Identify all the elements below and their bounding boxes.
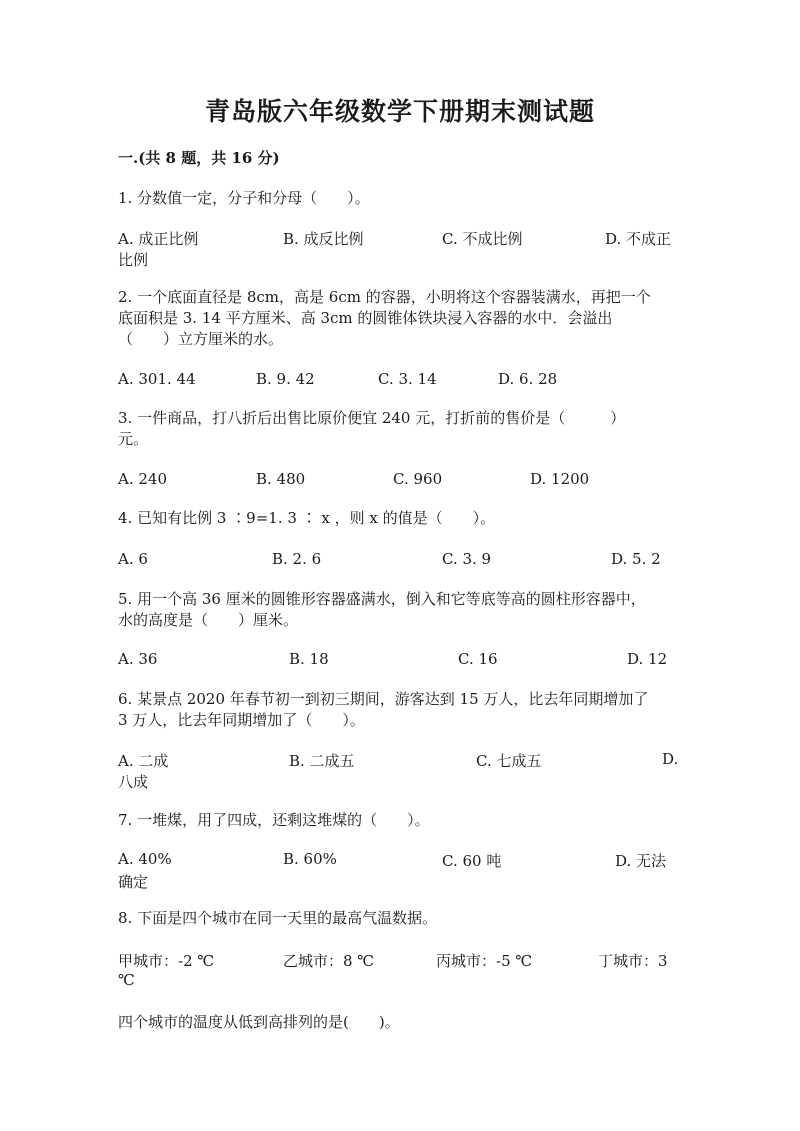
question-2-line-1: 2. 一个底面直径是 8cm，高是 6cm 的容器，小明将这个容器装满水，再把一个: [118, 288, 651, 306]
page-title: 青岛版六年级数学下册期末测试题: [204, 97, 595, 126]
city-temperature-c: 丙城市：-5 ℃: [436, 952, 533, 970]
question-5-option-d: D. 12: [627, 650, 668, 668]
question-4-option-d: D. 5. 2: [611, 550, 661, 568]
question-3-option-a: A. 240: [118, 470, 167, 488]
question-1-stem: 1. 分数值一定，分子和分母（ ）。: [118, 189, 370, 207]
question-3-line-2: 元。: [118, 430, 149, 448]
question-5-option-b: B. 18: [289, 650, 329, 668]
question-4-option-b: B. 2. 6: [272, 550, 322, 568]
question-6-option-b: B. 二成五: [289, 752, 355, 770]
question-7-option-c: C. 60 吨: [442, 852, 502, 870]
question-3-option-d: D. 1200: [530, 470, 590, 488]
question-1-option-d-wrap: 比例: [118, 251, 149, 269]
city-temperature-d: 丁城市：3: [598, 952, 668, 970]
question-7-stem: 7. 一堆煤，用了四成，还剩这堆煤的（ ）。: [118, 811, 430, 829]
question-2-option-a: A. 301. 44: [118, 370, 196, 388]
question-7-option-b: B. 60%: [283, 850, 337, 868]
question-6-option-d-wrap: 八成: [118, 773, 149, 791]
question-2-option-c: C. 3. 14: [378, 370, 437, 388]
question-1-option-d: D. 不成正: [605, 230, 672, 248]
section-heading: 一.(共 8 题，共 16 分): [118, 149, 280, 167]
question-6-line-1: 6. 某景点 2020 年春节初一到初三期间，游客达到 15 万人，比去年同期增加了: [118, 690, 649, 708]
question-8-question: 四个城市的温度从低到高排列的是( )。: [118, 1013, 400, 1031]
question-2-option-b: B. 9. 42: [256, 370, 315, 388]
question-7-option-d-wrap: 确定: [118, 873, 149, 891]
question-6-line-2: 3 万人，比去年同期增加了（ ）。: [118, 711, 365, 729]
question-6-option-a: A. 二成: [118, 752, 169, 770]
city-temperature-a: 甲城市：-2 ℃: [118, 952, 215, 970]
question-7-option-a: A. 40%: [118, 850, 172, 868]
question-4-stem: 4. 已知有比例 3 ∶9=1. 3 ∶ x ，则 x 的值是（ ）。: [118, 509, 496, 527]
question-4-option-c: C. 3. 9: [442, 550, 492, 568]
question-6-option-c: C. 七成五: [476, 752, 542, 770]
question-5-option-a: A. 36: [118, 650, 158, 668]
question-5-line-1: 5. 用一个高 36 厘米的圆锥形容器盛满水，倒入和它等底等高的圆柱形容器中，: [118, 590, 646, 608]
question-5-line-2: 水的高度是（ ）厘米。: [118, 611, 299, 629]
question-7-option-d: D. 无法: [615, 852, 667, 870]
question-6-option-d: D.: [662, 750, 679, 768]
question-2-line-3: （ ）立方厘米的水。: [118, 330, 284, 348]
question-5-option-c: C. 16: [458, 650, 498, 668]
question-4-option-a: A. 6: [118, 550, 148, 568]
question-8-stem: 8. 下面是四个城市在同一天里的最高气温数据。: [118, 909, 438, 927]
question-1-option-c: C. 不成比例: [442, 230, 523, 248]
question-2-line-2: 底面积是 3. 14 平方厘米、高 3cm 的圆锥体铁块浸入容器的水中．会溢出: [118, 309, 613, 327]
question-3-line-1: 3. 一件商品，打八折后出售比原价便宜 240 元，打折前的售价是（ ）: [118, 409, 626, 427]
question-3-option-c: C. 960: [393, 470, 443, 488]
city-temperature-d-wrap: ℃: [118, 971, 135, 989]
city-temperature-b: 乙城市：8 ℃: [283, 952, 375, 970]
question-3-option-b: B. 480: [256, 470, 306, 488]
question-2-option-d: D. 6. 28: [498, 370, 558, 388]
question-1-option-b: B. 成反比例: [283, 230, 364, 248]
question-1-option-a: A. 成正比例: [118, 230, 199, 248]
